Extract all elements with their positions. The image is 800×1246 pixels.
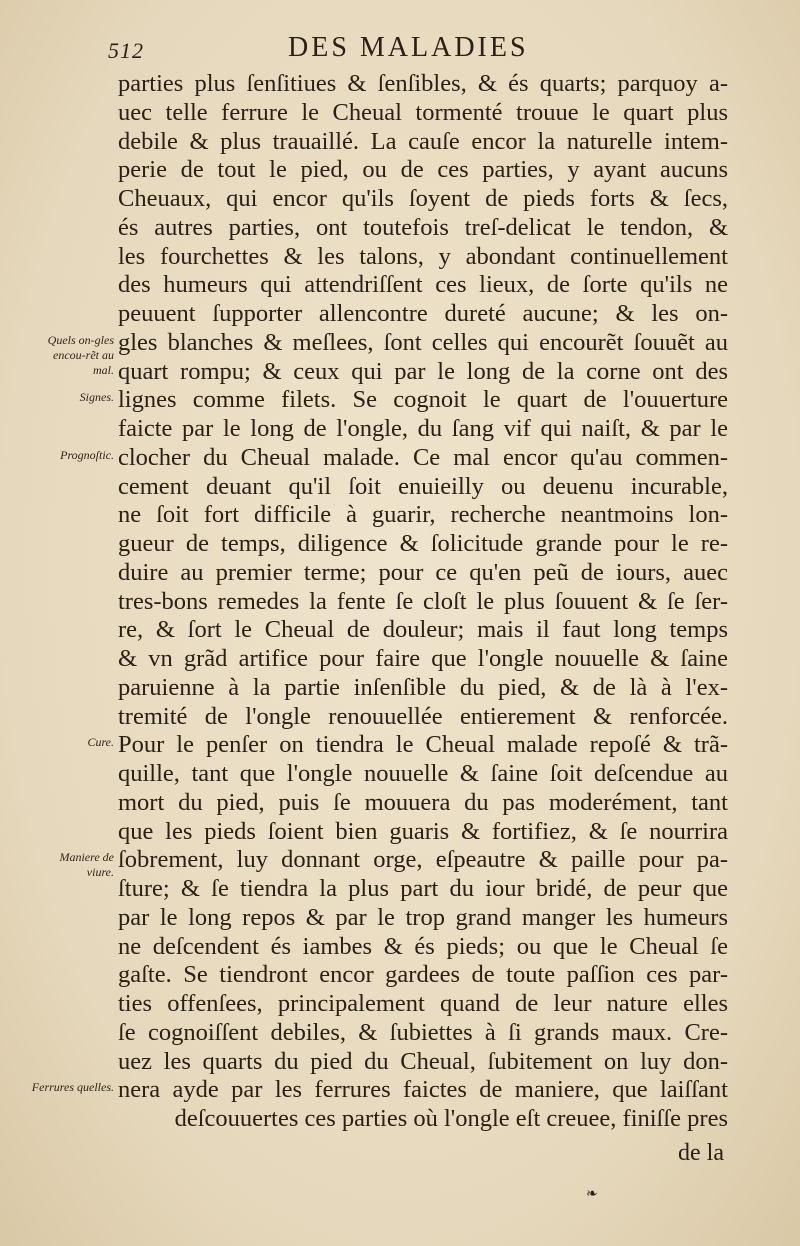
text-line: gueur de temps, diligence & ſolicitude grande pour le re-: [118, 530, 728, 557]
text-line: gles blanches & meſlees, ſont celles qui encourẽt ſouuẽt au: [118, 328, 728, 356]
text-line: Cheuaux, qui encor qu'ils ſoyent de pieds forts & ſecs,: [118, 185, 728, 212]
text-line: re, & ſort le Cheual de douleur; mais il faut long temps: [118, 616, 728, 644]
text-line: faicte par le long de l'ongle, du ſang vif qui naiſt, & par le: [118, 415, 728, 442]
text-line: uec telle ferrure le Cheual tormenté trouue le quart plus: [118, 98, 728, 126]
text-line: & vn grãd artifice pour faire que l'ongle nouuelle & ſaine: [118, 645, 728, 672]
text-line: nera ayde par les ferrures faictes de maniere, que laiſſant: [118, 1076, 728, 1104]
text-line: és autres parties, ont toutefois treſ-delicat le tendon, &: [118, 213, 728, 241]
text-line: quart rompu; & ceux qui par le long de la corne ont des: [118, 357, 728, 385]
text-line: tremité de l'ongle renouuellée entierement & renforcée.: [118, 702, 728, 730]
page-header: [108, 30, 648, 70]
margin-note: Quels on-gles encou-rẽt au mal.: [47, 332, 114, 377]
text-line: paruienne à la partie inſenſible du pied, & de là à l'ex-: [118, 673, 728, 701]
text-line: ſobrement, luy donnant orge, eſpeautre & paille pour pa-: [118, 846, 728, 874]
text-line: des humeurs qui attendriſſent ces lieux, de ſorte qu'ils ne: [118, 271, 728, 299]
text-line: ne ſoit fort difficile à guarir, recherche neantmoins lon-: [118, 501, 728, 529]
margin-note: Prognoſtic.: [60, 447, 114, 462]
text-line: perie de tout le pied, ou de ces parties, y ayant aucuns: [118, 156, 728, 184]
text-line: uez les quarts du pied du Cheual, ſubitement on luy don-: [118, 1047, 728, 1075]
text-line: deſcouuertes ces parties où l'ongle eſt creuee, finiſſe pres: [174, 1105, 728, 1132]
text-line: ne deſcendent és iambes & és pieds; ou que le Cheual ſe: [118, 932, 728, 960]
text-line: ſe cognoiſſent debiles, & ſubiettes à ſi grands maux. Cre-: [118, 1018, 728, 1046]
text-line: clocher du Cheual malade. Ce mal encor qu'au commen-: [118, 443, 728, 471]
text-line: tres-bons remedes la fente ſe cloſt le plus ſouuent & ſe ſer-: [118, 587, 728, 615]
text-line: debile & plus trauaillé. La cauſe encor la naturelle intem-: [118, 127, 728, 155]
text-line: duire au premier terme; pour ce qu'en peũ de iours, auec: [118, 558, 728, 586]
text-line: cement deuant qu'il ſoit enuieilly ou deuenu incurable,: [118, 472, 728, 500]
text-line: ſture; & ſe tiendra la plus part du iour bridé, de peur que: [118, 875, 728, 902]
text-line: quille, tant que l'ongle nouuelle & ſaine ſoit deſcendue au: [118, 760, 728, 787]
text-line: les fourchettes & les talons, y abondant continuellement: [118, 242, 728, 270]
text-line: Pour le penſer on tiendra le Cheual malade repoſé & trã-: [118, 731, 728, 759]
running-title: DES MALADIES: [288, 32, 529, 63]
text-line: que les pieds ſoient bien guaris & fortifiez, & ſe nourrira: [118, 817, 728, 845]
text-line: parties plus ſenſitiues & ſenſibles, & és quarts; parquoy a-: [118, 70, 728, 97]
text-line: peuuent ſupporter allencontre dureté aucune; & les on-: [118, 300, 728, 327]
margin-note: Maniere de viure.: [59, 850, 114, 880]
catchword: de la: [678, 1140, 724, 1166]
margin-note: Signes.: [79, 390, 114, 405]
text-line: lignes comme filets. Se cognoit le quart de l'ouuerture: [118, 386, 728, 414]
body-text: [118, 70, 728, 1134]
text-line: gaſte. Se tiendront encor gardees de toute paſſion ces par-: [118, 961, 728, 989]
text-line: mort du pied, puis ſe mouuera du pas moderément, tant: [118, 788, 728, 816]
text-line: par le long repos & par le trop grand manger les humeurs: [118, 903, 728, 931]
margin-note: Ferrures quelles.: [31, 1080, 114, 1095]
margin-note: Cure.: [87, 735, 114, 750]
printer-ornament: ❧: [586, 1187, 598, 1202]
text-line: ties offenſees, principalement quand de leur nature elles: [118, 990, 728, 1017]
page-number: 512: [108, 38, 144, 63]
